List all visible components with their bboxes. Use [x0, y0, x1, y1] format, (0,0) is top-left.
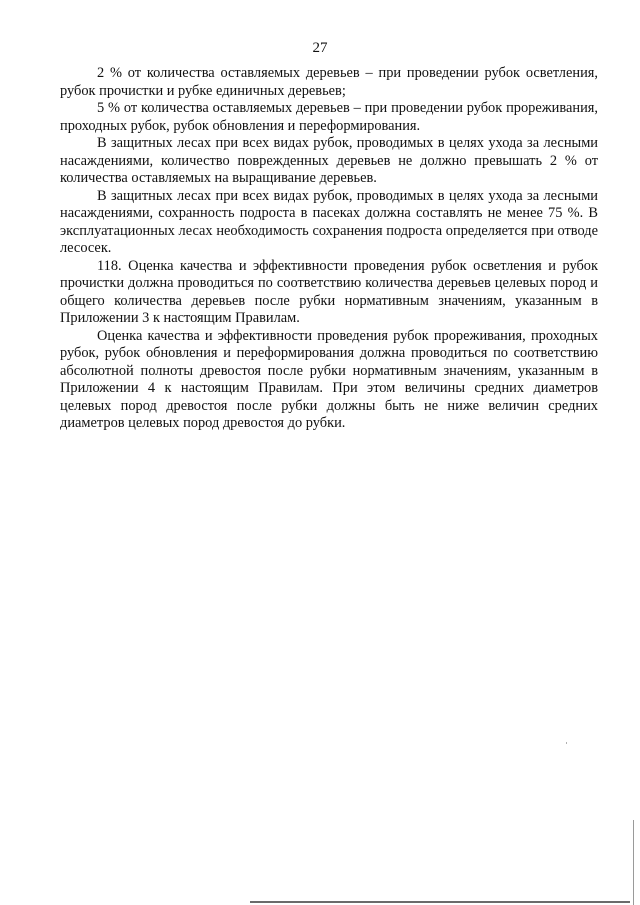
- paragraph-thinning-2-percent: 2 % от количества оставляемых деревьев – при проведении рубок осветления, рубок прочистки и рубке единичных деревьев;: [60, 65, 598, 99]
- paragraph-thinning-assessment: Оценка качества и эффективности проведения рубок прореживания, проходных рубок, рубок обновления и переформирования должна проводиться по соответствию абсолютной полноты древостоя после рубки нормативным значениям, указанным в Приложении 4 к настоящим Правилам. При этом величины средних диаметров целевых пород древостоя после рубки должны быть не ниже величин средних диаметров целевых пород древостоя до рубки.: [60, 327, 598, 431]
- scan-speck: [566, 742, 567, 744]
- paragraph-thinning-5-percent: 5 % от количества оставляемых деревьев – при проведении рубок прореживания, проходных рубок, рубок обновления и переформирования.: [60, 100, 598, 134]
- scan-edge-bottom: [250, 901, 630, 903]
- paragraph-undergrowth-preservation: В защитных лесах при всех видах рубок, проводимых в целях ухода за лесными насаждениями, сохранность подроста в пасеках должна составлять не менее 75 %. В эксплуатационных лесах необходимость сохранения подроста определяется при отводе лесосек.: [60, 187, 598, 256]
- paragraph-damaged-trees: В защитных лесах при всех видах рубок, проводимых в целях ухода за лесными насаждениями, количество поврежденных деревьев не должно превышать 2 % от количества оставляемых на выращивание деревьев.: [60, 135, 598, 186]
- document-body: [60, 65, 598, 433]
- scan-edge-right: [633, 820, 634, 905]
- page-number: 27: [312, 40, 328, 56]
- paragraph-118-assessment: 118. Оценка качества и эффективности проведения рубок осветления и рубок прочистки должна проводиться по соответствию количества деревьев целевых пород и общего количества деревьев после рубки нормативным значениям, указанным в Приложении 3 к настоящим Правилам.: [60, 257, 598, 326]
